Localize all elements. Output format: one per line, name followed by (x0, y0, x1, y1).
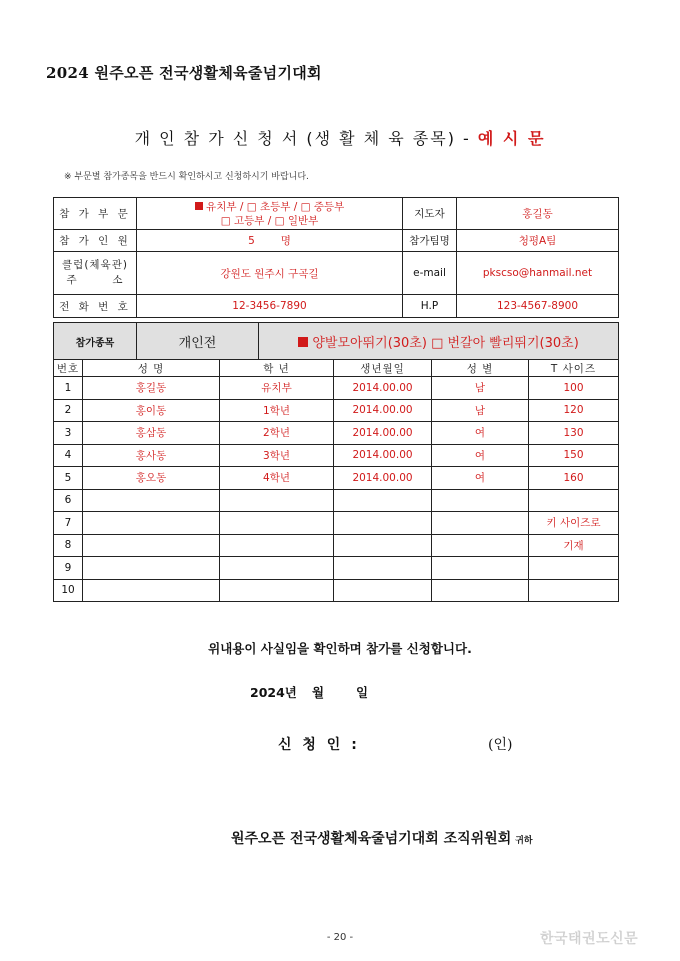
email-label: e-mail (403, 252, 457, 295)
notice-text: ※ 부문별 참가종목을 반드시 확인하시고 신청하시기 바랍니다. (64, 172, 309, 182)
count-value (137, 230, 403, 252)
applicant-label: 신 청 인 : (278, 737, 360, 753)
birthdate (334, 534, 432, 557)
tshirt-size: 100 (529, 377, 619, 400)
header-number: 번호 (54, 360, 83, 377)
club-label-line1: 클럽(체육관) (62, 259, 128, 271)
committee-line (231, 828, 533, 848)
club-address: 강원도 원주시 구곡길 (137, 252, 403, 295)
grade (220, 512, 334, 535)
grade: 2학년 (220, 422, 334, 445)
event-option2: □ 번갈아 빨리뛰기(30초) (431, 335, 579, 351)
grade (220, 534, 334, 557)
roster-row (54, 467, 619, 490)
roster-row (54, 512, 619, 535)
count-row (54, 230, 619, 252)
student-name (83, 557, 220, 580)
birthdate (334, 512, 432, 535)
confirmation-text: 위내용이 사실임을 확인하며 참가를 신청합니다. (208, 641, 472, 656)
student-name: 홍이동 (83, 399, 220, 422)
division-value (137, 198, 403, 230)
roster-header-row (54, 360, 619, 377)
birthdate: 2014.00.00 (334, 377, 432, 400)
roster-row (54, 422, 619, 445)
team-value: 청평A팀 (457, 230, 619, 252)
birthdate (334, 557, 432, 580)
gender (432, 512, 529, 535)
tshirt-size: 120 (529, 399, 619, 422)
date-year: 2024년 (250, 685, 297, 700)
tshirt-size: 130 (529, 422, 619, 445)
row-number: 10 (54, 579, 83, 602)
row-number: 3 (54, 422, 83, 445)
grade: 유치부 (220, 377, 334, 400)
student-name (83, 534, 220, 557)
phone-row (54, 295, 619, 318)
birthdate: 2014.00.00 (334, 444, 432, 467)
coach-label: 지도자 (403, 198, 457, 230)
team-label: 참가팀명 (403, 230, 457, 252)
tshirt-size (529, 489, 619, 512)
gender (432, 579, 529, 602)
division-line1: 유치부 / □ 초등부 / □ 중등부 (206, 200, 345, 213)
roster-row (54, 377, 619, 400)
event-label: 참가종목 (54, 323, 137, 360)
grade (220, 579, 334, 602)
gender (432, 489, 529, 512)
club-label (54, 252, 137, 295)
grade: 3학년 (220, 444, 334, 467)
row-number: 2 (54, 399, 83, 422)
checked-box-icon (298, 337, 308, 347)
committee-name: 원주오픈 전국생활체육줄넘기대회 조직위원회 (231, 831, 512, 847)
gender: 여 (432, 444, 529, 467)
event-table (53, 322, 619, 360)
coach-value: 홍길동 (457, 198, 619, 230)
grade: 1학년 (220, 399, 334, 422)
tshirt-size (529, 579, 619, 602)
student-name: 홍오동 (83, 467, 220, 490)
header-name: 성 명 (83, 360, 220, 377)
division-line2: □ 고등부 / □ 일반부 (220, 214, 319, 227)
count-label: 참 가 인 원 (54, 230, 137, 252)
student-name: 홍사동 (83, 444, 220, 467)
division-row (54, 198, 619, 230)
tshirt-size (529, 557, 619, 580)
form-title (0, 126, 680, 149)
roster-row (54, 579, 619, 602)
roster-table (53, 359, 619, 602)
row-number: 9 (54, 557, 83, 580)
checked-box-icon (195, 202, 203, 210)
form-title-example: 예 시 문 (477, 129, 546, 148)
count-unit: 명 (280, 235, 291, 247)
event-options (259, 323, 619, 360)
header-birthdate: 생년월일 (334, 360, 432, 377)
application-info-table (53, 197, 619, 318)
hp-value: 123-4567-8900 (457, 295, 619, 318)
tshirt-size: 160 (529, 467, 619, 490)
event-type: 개인전 (137, 323, 259, 360)
row-number: 5 (54, 467, 83, 490)
header-tshirt-size: T 사이즈 (529, 360, 619, 377)
roster-row (54, 534, 619, 557)
roster-row (54, 557, 619, 580)
row-number: 4 (54, 444, 83, 467)
hp-label: H.P (403, 295, 457, 318)
count-number: 5 (248, 235, 255, 247)
gender: 남 (432, 399, 529, 422)
page-number: - 20 - (326, 932, 354, 943)
student-name (83, 579, 220, 602)
birthdate: 2014.00.00 (334, 422, 432, 445)
gender: 여 (432, 422, 529, 445)
date-day: 일 (356, 685, 369, 700)
row-number: 1 (54, 377, 83, 400)
event-option1: 양발모아뛰기(30초) (312, 335, 427, 351)
watermark: 한국태권도신문 (540, 931, 639, 947)
event-title: 2024 원주오픈 전국생활체육줄넘기대회 (46, 64, 322, 82)
phone-label: 전 화 번 호 (54, 295, 137, 318)
row-number: 6 (54, 489, 83, 512)
grade (220, 489, 334, 512)
roster-row (54, 489, 619, 512)
student-name: 홍삼동 (83, 422, 220, 445)
gender: 남 (432, 377, 529, 400)
grade: 4학년 (220, 467, 334, 490)
header-gender: 성 별 (432, 360, 529, 377)
tshirt-size: 키 사이즈로 (529, 512, 619, 535)
date-month: 월 (312, 685, 325, 700)
seal-mark: (인) (488, 737, 513, 753)
tshirt-size: 150 (529, 444, 619, 467)
student-name (83, 512, 220, 535)
gender (432, 557, 529, 580)
student-name (83, 489, 220, 512)
grade (220, 557, 334, 580)
birthdate: 2014.00.00 (334, 467, 432, 490)
birthdate (334, 489, 432, 512)
birthdate (334, 579, 432, 602)
roster-row (54, 444, 619, 467)
club-label-line2: 주 소 (66, 274, 124, 286)
row-number: 7 (54, 512, 83, 535)
club-row (54, 252, 619, 295)
tshirt-size: 기재 (529, 534, 619, 557)
gender (432, 534, 529, 557)
birthdate: 2014.00.00 (334, 399, 432, 422)
form-title-main: 개 인 참 가 신 청 서 (생 활 체 육 종목) - (134, 129, 471, 148)
roster-row (54, 399, 619, 422)
committee-suffix: 귀하 (515, 836, 533, 846)
row-number: 8 (54, 534, 83, 557)
student-name: 홍길동 (83, 377, 220, 400)
gender: 여 (432, 467, 529, 490)
email-value: pkscso@hanmail.net (457, 252, 619, 295)
phone-value: 12-3456-7890 (137, 295, 403, 318)
event-row (54, 323, 619, 360)
division-label: 참 가 부 문 (54, 198, 137, 230)
date-line (250, 683, 368, 701)
header-grade: 학 년 (220, 360, 334, 377)
